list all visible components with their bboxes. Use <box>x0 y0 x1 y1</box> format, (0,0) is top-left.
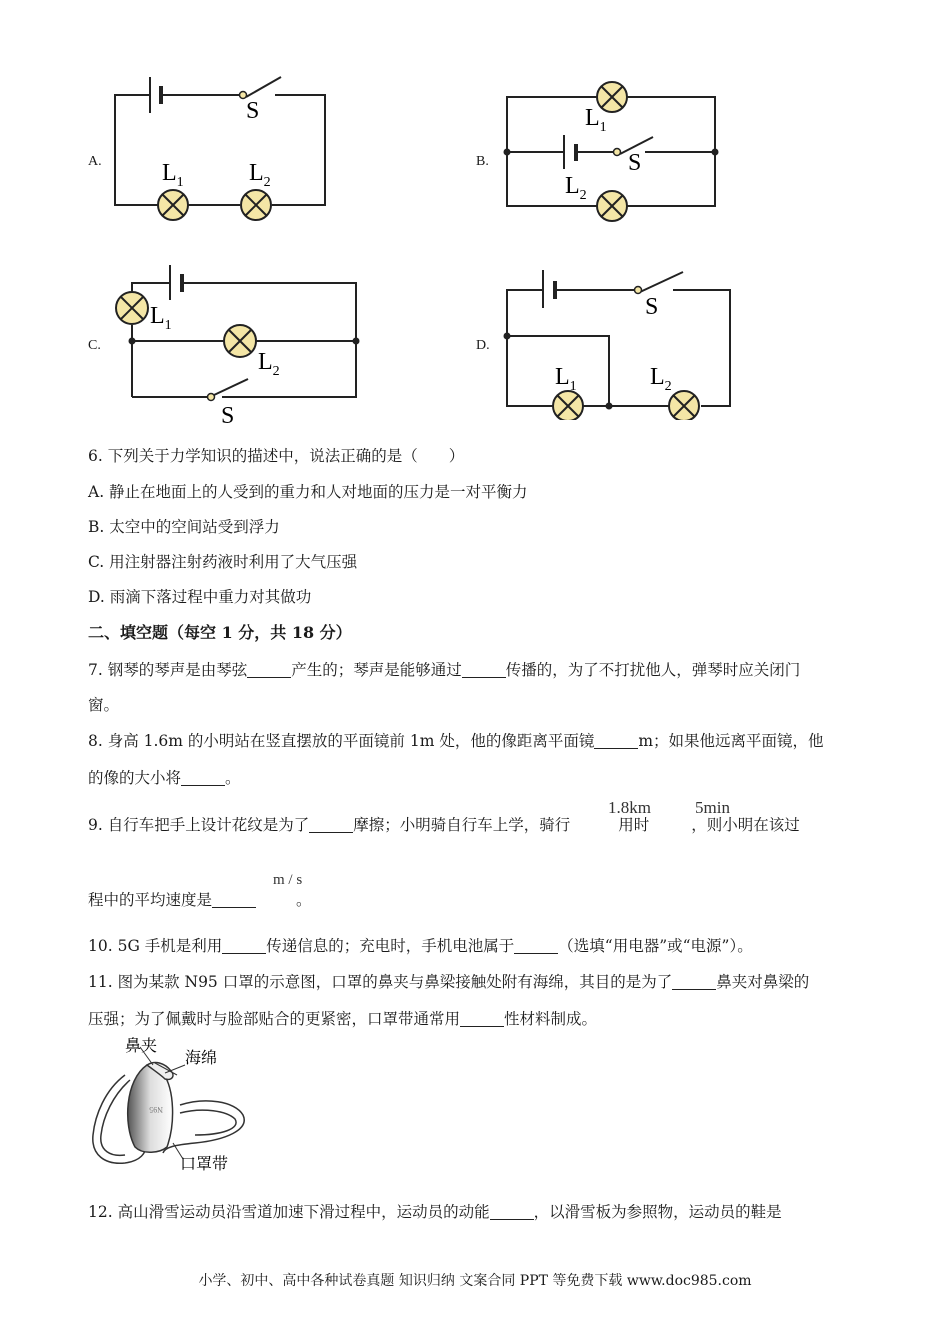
section-title: 二、填空题（每空 1 分，共 18 分） <box>88 623 352 642</box>
n95-mask-figure <box>85 1035 255 1175</box>
q9-distance: 1.8km <box>608 798 651 817</box>
circuit-c-diagram <box>110 255 370 435</box>
q6-option-a: A. 静止在地面上的人受到的重力和人对地面的压力是一对平衡力 <box>88 483 528 501</box>
answer-blank <box>514 938 558 955</box>
q6-option-c: C. 用注射器注射药液时利用了大气压强 <box>88 553 358 571</box>
q9-line2: 程中的平均速度是 。 <box>88 891 312 909</box>
svg-text:L1: $L_1$ <box>585 105 607 135</box>
answer-blank <box>247 662 291 679</box>
answer-blank <box>594 733 638 750</box>
q8-line1: 8. 身高 1.6m 的小明站在竖直摆放的平面镜前 1m 处，他的像距离平面镜 m；如果他远离平面镜，他 <box>88 732 824 750</box>
svg-text:L1: $L_1$ <box>162 160 184 190</box>
option-b-label: B. <box>476 154 489 169</box>
q11-line2: 压强；为了佩戴时与脸部贴合的更紧密，口罩带通常用 性材料制成。 <box>88 1010 598 1028</box>
answer-blank <box>309 817 353 834</box>
q6-stem: 6. 下列关于力学知识的描述中，说法正确的是（ ） <box>88 447 465 465</box>
lamp-l2-icon <box>241 190 271 220</box>
answer-blank <box>212 892 256 909</box>
svg-text:L1: $L_1$ <box>555 364 577 394</box>
circuit-d-diagram <box>495 260 745 420</box>
q10-line: 10. 5G 手机是利用 传递信息的；充电时，手机电池属于 （选填“用电器”或“电源”）。 <box>88 937 753 955</box>
q6-option-b: B. 太空中的空间站受到浮力 <box>88 518 280 536</box>
q7-line2: 窗。 <box>88 696 120 714</box>
answer-blank <box>460 1011 504 1028</box>
nose-clip-label: 鼻夹 <box>125 1038 158 1055</box>
answer-blank <box>672 974 716 991</box>
svg-text:N95: N95 <box>149 1105 163 1114</box>
answer-blank <box>181 770 225 787</box>
answer-blank <box>490 1204 534 1221</box>
svg-text:S: S <box>221 403 235 429</box>
svg-text:L2: $L_2$ <box>249 160 271 190</box>
q12-line: 12. 高山滑雪运动员沿雪道加速下滑过程中，运动员的动能 ，以滑雪板为参照物，运动员的鞋是 <box>88 1203 782 1221</box>
svg-text:L2: $L_2$ <box>258 349 280 379</box>
lamp-l1-icon <box>158 190 188 220</box>
page-footer: 小学、初中、高中各种试卷真题 知识归纳 文案合同 PPT 等免费下载 www.doc985.com <box>198 1273 752 1289</box>
svg-text:L1: $L_1$ <box>150 303 172 333</box>
option-c-label: C. <box>88 338 101 353</box>
q7-line1: 7. 钢琴的琴声是由琴弦 产生的；琴声是能够通过 传播的，为了不打扰他人，弹琴时应关闭门 <box>88 661 801 679</box>
lamp-l2-icon <box>224 325 256 357</box>
q9-unit: m / s <box>273 872 303 888</box>
q9-line1: 9. 自行车把手上设计花纹是为了 摩擦；小明骑自行车上学，骑行 用时 ，则小明在该过 <box>88 816 800 834</box>
lamp-l1-icon <box>553 391 583 420</box>
circuit-a-diagram <box>100 65 340 225</box>
lamp-l1-icon <box>116 292 148 324</box>
q9-time: 5min <box>695 798 730 817</box>
q11-line1: 11. 图为某款 N95 口罩的示意图，口罩的鼻夹与鼻梁接触处附有海绵，其目的是为了 鼻夹对鼻梁的 <box>88 973 810 991</box>
q6-option-d: D. 雨滴下落过程中重力对其做功 <box>88 588 312 606</box>
svg-text:S: S <box>645 294 659 320</box>
option-d-label: D. <box>476 338 490 353</box>
svg-text:L2: $L_2$ <box>565 173 587 203</box>
sponge-label: 海绵 <box>185 1050 218 1067</box>
circuit-b-diagram <box>495 75 735 235</box>
lamp-l2-icon <box>597 191 627 221</box>
q8-line2: 的像的大小将 。 <box>88 769 241 787</box>
option-a-label: A. <box>88 154 102 169</box>
svg-text:L2: $L_2$ <box>650 364 672 394</box>
lamp-l1-icon <box>597 82 627 112</box>
svg-text:S: S <box>628 150 642 176</box>
strap-label: 口罩带 <box>180 1156 229 1173</box>
answer-blank <box>462 662 506 679</box>
answer-blank <box>222 938 266 955</box>
switch-label: S <box>246 98 260 124</box>
lamp-l2-icon <box>669 391 699 420</box>
